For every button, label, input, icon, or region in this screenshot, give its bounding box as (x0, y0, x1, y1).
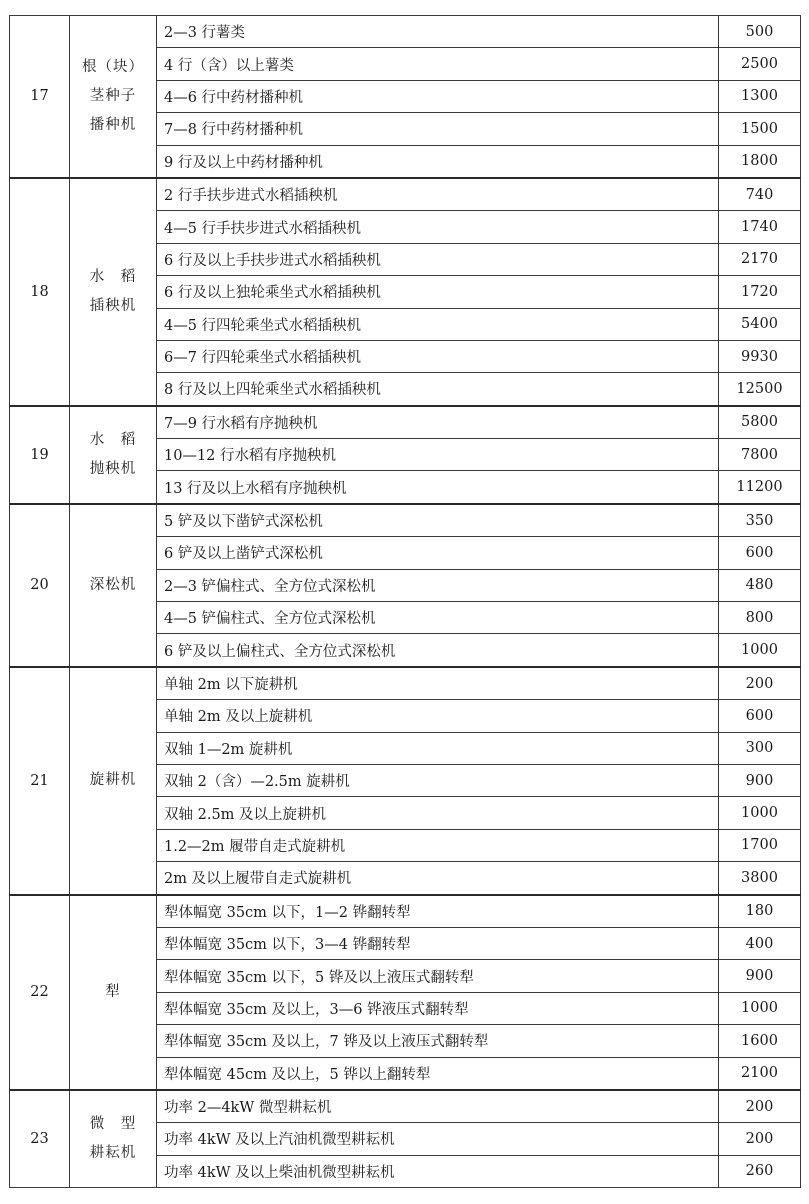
table-row (10, 16, 801, 48)
item-number: 20 (10, 504, 70, 667)
table-row (10, 178, 801, 211)
machine-category (70, 667, 157, 895)
subsidy-amount-cell: 2500 (719, 48, 801, 80)
item-number: 23 (10, 1090, 70, 1188)
spec-cell: 10—12 行水稻有序抛秧机 (157, 439, 719, 471)
subsidy-amount-cell: 2170 (719, 243, 801, 275)
category-name-line: 插秧机 (89, 297, 137, 314)
machine-category (70, 406, 157, 504)
table-row (10, 895, 801, 928)
category-name-line: 旋耕机 (89, 772, 137, 789)
spec-cell: 犁体幅宽 35cm 以下，1—2 铧翻转犁 (157, 895, 719, 928)
subsidy-amount-cell: 180 (719, 895, 801, 928)
machine-category (70, 895, 157, 1090)
spec-cell: 4—5 铲偏柱式、全方位式深松机 (157, 602, 719, 634)
category-name-line: 抛秧机 (89, 460, 137, 477)
spec-cell: 2m 及以上履带自走式旋耕机 (157, 862, 719, 895)
spec-cell: 1.2—2m 履带自走式旋耕机 (157, 829, 719, 861)
spec-cell: 双轴 2（含）—2.5m 旋耕机 (157, 764, 719, 796)
machine-category (70, 504, 157, 667)
spec-cell: 犁体幅宽 35cm 及以上，7 铧及以上液压式翻转犁 (157, 1025, 719, 1057)
subsidy-amount-cell: 1800 (719, 145, 801, 178)
spec-cell: 4—5 行四轮乘坐式水稻插秧机 (157, 308, 719, 340)
item-number: 21 (10, 667, 70, 895)
subsidy-amount-cell: 900 (719, 764, 801, 796)
category-name-line: 耕耘机 (89, 1144, 137, 1161)
category-name-line: 根（块） (82, 58, 144, 75)
spec-cell: 犁体幅宽 35cm 以下，5 铧及以上液压式翻转犁 (157, 960, 719, 992)
subsidy-amount-cell: 3800 (719, 862, 801, 895)
spec-cell: 5 铲及以下凿铲式深松机 (157, 504, 719, 537)
spec-cell: 犁体幅宽 35cm 以下，3—4 铧翻转犁 (157, 927, 719, 959)
subsidy-amount-cell: 800 (719, 602, 801, 634)
item-number: 17 (10, 16, 70, 178)
table-row (10, 504, 801, 537)
spec-cell: 4—6 行中药材播种机 (157, 80, 719, 112)
item-number: 18 (10, 178, 70, 406)
subsidy-amount-cell: 1700 (719, 829, 801, 861)
spec-cell: 2 行手扶步进式水稻插秧机 (157, 178, 719, 211)
spec-cell: 双轴 2.5m 及以上旋耕机 (157, 797, 719, 829)
subsidy-amount-cell: 260 (719, 1155, 801, 1187)
spec-cell: 6 铲及以上偏柱式、全方位式深松机 (157, 634, 719, 667)
subsidy-amount-cell: 600 (719, 700, 801, 732)
category-name-line: 茎种子 (89, 87, 137, 104)
machine-category (70, 16, 157, 178)
spec-cell: 8 行及以上四轮乘坐式水稻插秧机 (157, 373, 719, 406)
spec-cell: 双轴 1—2m 旋耕机 (157, 732, 719, 764)
subsidy-table (9, 15, 801, 1188)
subsidy-amount-cell: 7800 (719, 439, 801, 471)
spec-cell: 6—7 行四轮乘坐式水稻插秧机 (157, 340, 719, 372)
subsidy-amount-cell: 5400 (719, 308, 801, 340)
subsidy-amount-cell: 300 (719, 732, 801, 764)
category-name-line: 水 稻 (89, 431, 137, 448)
spec-cell: 7—8 行中药材播种机 (157, 113, 719, 145)
category-name-line: 微 型 (89, 1115, 137, 1132)
subsidy-amount-cell: 5800 (719, 406, 801, 439)
subsidy-amount-cell: 12500 (719, 373, 801, 406)
subsidy-amount-cell: 1720 (719, 276, 801, 308)
machine-category (70, 1090, 157, 1188)
subsidy-amount-cell: 1600 (719, 1025, 801, 1057)
machine-category (70, 178, 157, 406)
spec-cell: 7—9 行水稻有序抛秧机 (157, 406, 719, 439)
subsidy-amount-cell: 350 (719, 504, 801, 537)
subsidy-table-body (10, 16, 801, 1188)
spec-cell: 9 行及以上中药材播种机 (157, 145, 719, 178)
item-number: 19 (10, 406, 70, 504)
table-row (10, 406, 801, 439)
category-name-line: 播种机 (89, 116, 137, 133)
subsidy-amount-cell: 200 (719, 667, 801, 700)
subsidy-amount-cell: 11200 (719, 471, 801, 504)
subsidy-amount-cell: 9930 (719, 340, 801, 372)
spec-cell: 6 铲及以上凿铲式深松机 (157, 537, 719, 569)
spec-cell: 2—3 铲偏柱式、全方位式深松机 (157, 569, 719, 601)
table-row (10, 1090, 801, 1123)
subsidy-amount-cell: 500 (719, 16, 801, 48)
subsidy-amount-cell: 1000 (719, 797, 801, 829)
subsidy-amount-cell: 1300 (719, 80, 801, 112)
category-name-line: 犁 (105, 983, 121, 1000)
subsidy-amount-cell: 1740 (719, 211, 801, 243)
subsidy-amount-cell: 480 (719, 569, 801, 601)
category-name-line: 深松机 (89, 576, 137, 593)
subsidy-amount-cell: 600 (719, 537, 801, 569)
subsidy-amount-cell: 740 (719, 178, 801, 211)
spec-cell: 2—3 行薯类 (157, 16, 719, 48)
spec-cell: 功率 2—4kW 微型耕耘机 (157, 1090, 719, 1123)
spec-cell: 功率 4kW 及以上汽油机微型耕耘机 (157, 1123, 719, 1155)
spec-cell: 6 行及以上手扶步进式水稻插秧机 (157, 243, 719, 275)
subsidy-amount-cell: 200 (719, 1123, 801, 1155)
category-name-line: 水 稻 (89, 268, 137, 285)
spec-cell: 犁体幅宽 45cm 及以上，5 铧以上翻转犁 (157, 1057, 719, 1090)
spec-cell: 6 行及以上独轮乘坐式水稻插秧机 (157, 276, 719, 308)
subsidy-amount-cell: 200 (719, 1090, 801, 1123)
subsidy-amount-cell: 1500 (719, 113, 801, 145)
subsidy-amount-cell: 2100 (719, 1057, 801, 1090)
subsidy-amount-cell: 1000 (719, 992, 801, 1024)
spec-cell: 单轴 2m 及以上旋耕机 (157, 700, 719, 732)
spec-cell: 功率 4kW 及以上柴油机微型耕耘机 (157, 1155, 719, 1187)
spec-cell: 单轴 2m 以下旋耕机 (157, 667, 719, 700)
subsidy-amount-cell: 900 (719, 960, 801, 992)
table-row (10, 667, 801, 700)
spec-cell: 4—5 行手扶步进式水稻插秧机 (157, 211, 719, 243)
item-number: 22 (10, 895, 70, 1090)
spec-cell: 4 行（含）以上薯类 (157, 48, 719, 80)
subsidy-amount-cell: 1000 (719, 634, 801, 667)
spec-cell: 13 行及以上水稻有序抛秧机 (157, 471, 719, 504)
spec-cell: 犁体幅宽 35cm 及以上，3—6 铧液压式翻转犁 (157, 992, 719, 1024)
subsidy-amount-cell: 400 (719, 927, 801, 959)
